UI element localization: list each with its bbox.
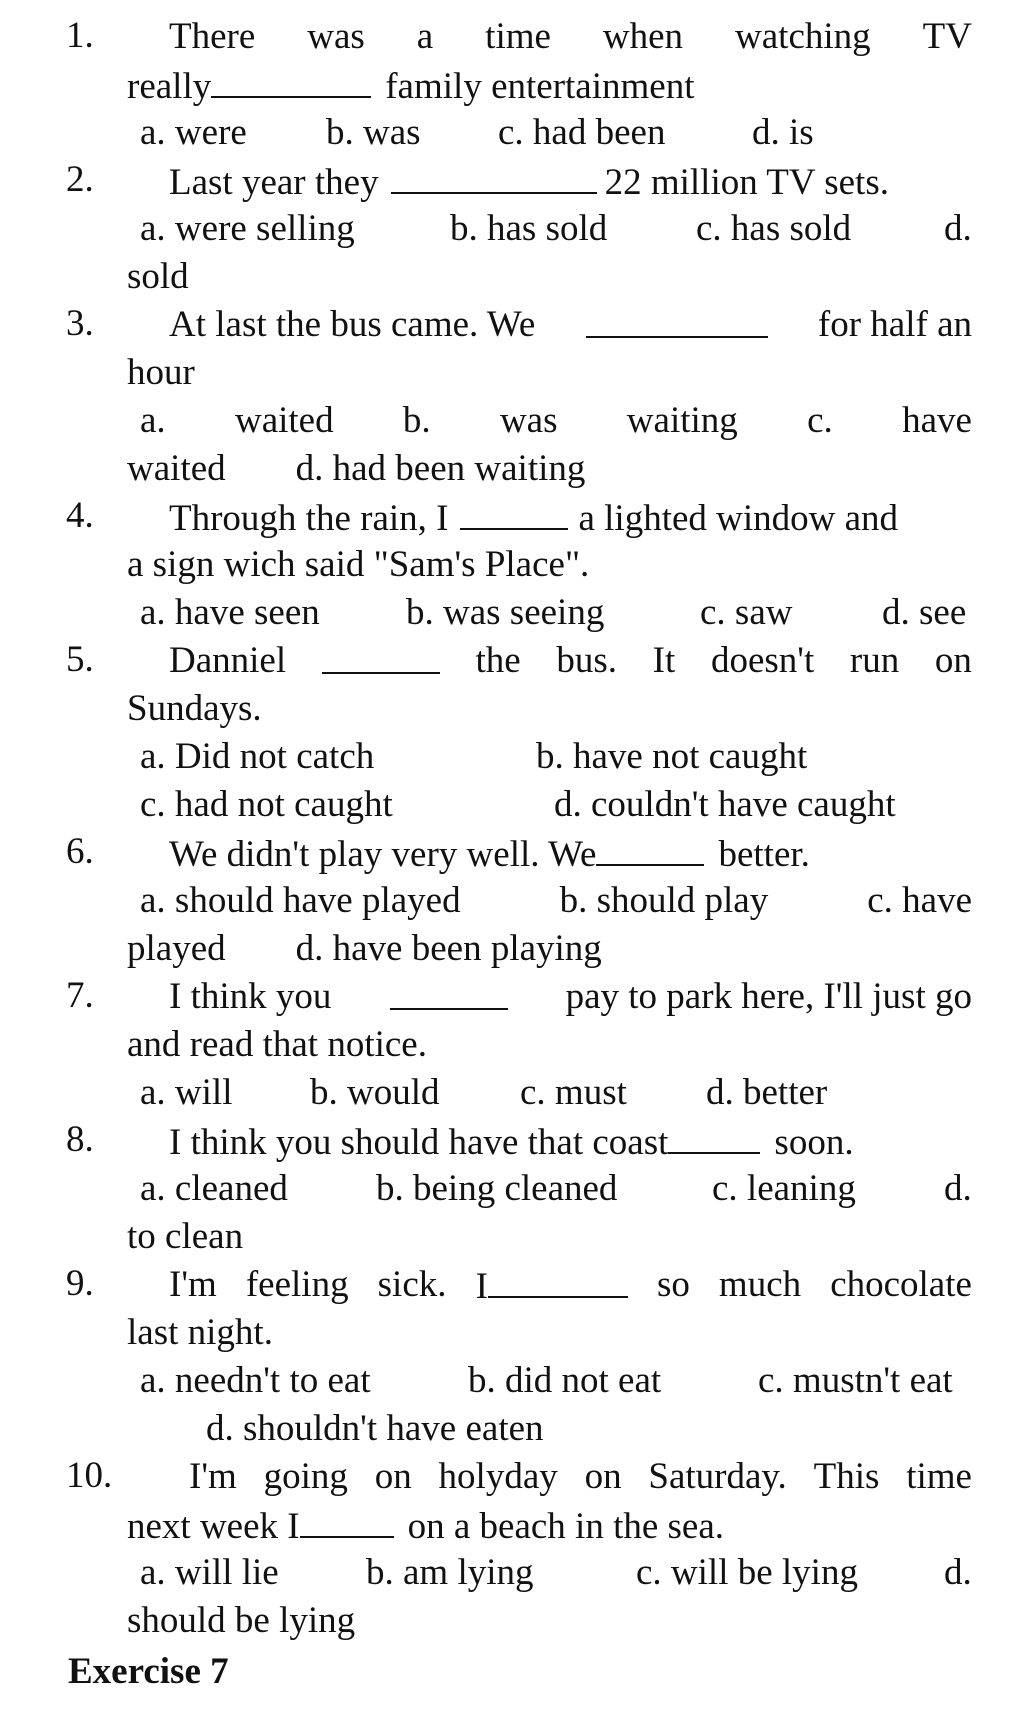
option[interactable]: d. shouldn't have eaten [206,1408,544,1449]
option[interactable]: b. [402,400,431,441]
q10-word: Saturday. [648,1456,787,1497]
option[interactable]: c. had not caught [140,784,393,825]
answer-blank[interactable] [586,302,768,338]
question-3-options [140,398,972,444]
question-9-number: 9. [66,1263,94,1304]
option-text[interactable]: played [127,928,226,969]
q4-text: a lighted window and [578,498,899,539]
q5-word: run [849,640,900,681]
question-1-number: 1. [66,15,94,56]
option[interactable]: c. saw [700,592,793,633]
question-6-options [140,878,972,924]
q5-word: on [934,640,972,681]
answer-blank[interactable] [460,494,568,530]
option[interactable]: a. will lie [140,1552,279,1593]
q2-text: Last year they [169,162,379,203]
question-3-continuation [127,446,972,492]
option[interactable]: a. have seen [140,592,320,633]
answer-blank[interactable] [300,1502,394,1538]
answer-blank[interactable] [211,62,371,98]
option[interactable]: was [499,400,558,441]
question-10-continuation: should be lying [127,1600,356,1641]
option[interactable]: a. should have played [140,880,461,921]
option[interactable]: a. [140,400,166,441]
q7-text: I think you [169,976,332,1017]
q10-word: This [813,1456,880,1497]
answer-blank[interactable] [596,830,704,866]
option[interactable]: waited [234,400,334,441]
question-2-line-1 [169,158,972,204]
q10-word: going [263,1456,348,1497]
q7-text: pay to park here, I'll just go [565,976,972,1017]
question-10-number: 10. [66,1455,113,1496]
answer-blank[interactable] [668,1118,760,1154]
option[interactable]: d. [944,1552,972,1593]
q2-text: 22 million TV sets. [604,162,889,203]
answer-blank[interactable] [390,974,508,1010]
option[interactable]: d. better [706,1072,828,1113]
q9-word: sick. [377,1264,447,1305]
q5-word: doesn't [710,640,815,681]
option[interactable]: b. being cleaned [376,1168,618,1209]
question-6-continuation [127,926,972,972]
q3-text: At last the bus came. We [169,304,536,345]
option[interactable]: b. am lying [366,1552,534,1593]
q10-word: holyday [438,1456,558,1497]
q9-word: I'm [169,1264,217,1305]
section-heading: Exercise 7 [68,1651,229,1692]
question-7-line-2: and read that notice. [127,1024,427,1065]
question-1-line-1 [169,14,972,60]
q10-word: I'm [189,1456,237,1497]
q10-text: next week I [127,1506,300,1547]
option[interactable]: d. see [882,592,967,633]
question-9-line-2: last night. [127,1312,273,1353]
question-8-line-1 [169,1118,972,1164]
option[interactable]: have [902,400,972,441]
answer-blank[interactable] [488,1262,628,1298]
q1-word: was [307,16,365,57]
q9-word: I [475,1266,488,1307]
question-4-line-2: a sign wich said "Sam's Place". [127,544,590,585]
q9-word: much [718,1264,802,1305]
option[interactable]: d. [944,1168,972,1209]
question-5-line-1 [169,638,972,684]
option[interactable]: d. have been playing [295,928,602,969]
question-6-number: 6. [66,831,94,872]
option[interactable]: c. [807,400,833,441]
q8-text: soon. [774,1122,854,1163]
question-7-number: 7. [66,975,94,1016]
option[interactable]: c. have [867,880,972,921]
option[interactable]: a. needn't to eat [140,1360,371,1401]
option[interactable]: a. were [140,112,247,153]
option[interactable]: a. will [140,1072,233,1113]
option[interactable]: b. was seeing [406,592,605,633]
q1-word: when [602,16,684,57]
q9-word: feeling [245,1264,349,1305]
option[interactable]: b. would [310,1072,440,1113]
option[interactable]: d. is [752,112,814,153]
option[interactable]: d. couldn't have caught [554,784,896,825]
question-8-continuation: to clean [127,1216,244,1257]
option[interactable]: c. leaning [712,1168,856,1209]
question-5-number: 5. [66,639,94,680]
q1-word: TV [922,16,972,57]
q10-word: on [374,1456,412,1497]
q10-word: on [584,1456,622,1497]
q5-word: Danniel [169,640,287,681]
option[interactable]: a. cleaned [140,1168,288,1209]
q1-word: time [485,16,551,57]
option[interactable]: b. have not caught [536,736,808,777]
q5-word: the [475,640,521,681]
question-4-line-1 [169,494,972,540]
question-2-continuation: sold [127,256,189,297]
question-3-number: 3. [66,303,94,344]
question-10-line-2 [127,1502,972,1548]
q5-word: bus. [556,640,617,681]
q10-text: on a beach in the sea. [407,1506,725,1547]
option[interactable]: b. has sold [450,208,608,249]
option[interactable]: b. was [326,112,421,153]
option[interactable]: c. has sold [696,208,852,249]
option[interactable]: d. had been waiting [295,448,586,489]
q1-word: watching [735,16,871,57]
option[interactable]: d. [944,208,972,249]
q1-word: There [169,16,256,57]
q9-word: chocolate [830,1264,972,1305]
q6-text: better. [718,834,810,875]
q1-word: a [416,16,434,57]
option[interactable]: a. Did not catch [140,736,375,777]
option[interactable]: c. will be lying [636,1552,858,1593]
option[interactable]: b. should play [559,880,769,921]
option[interactable]: b. did not eat [468,1360,662,1401]
question-9-line-1 [169,1262,972,1308]
question-3-line-1 [169,302,972,348]
option[interactable]: a. were selling [140,208,355,249]
question-1-line-2 [127,62,972,108]
option[interactable]: c. must [520,1072,627,1113]
question-8-number: 8. [66,1119,94,1160]
option[interactable]: c. mustn't eat [758,1360,953,1401]
question-2-number: 2. [66,159,94,200]
question-4-number: 4. [66,495,94,536]
q6-text: We didn't play very well. We [169,834,597,875]
option-text[interactable]: waited [127,448,226,489]
question-5-line-2: Sundays. [127,688,262,729]
option[interactable]: c. had been [498,112,666,153]
q10-word: time [906,1456,972,1497]
question-7-line-1 [169,974,972,1020]
question-10-line-1 [189,1454,972,1500]
q8-text: I think you should have that coast [169,1122,669,1163]
question-3-line-2: hour [127,352,195,393]
q5-word: It [652,640,676,681]
option[interactable]: waiting [626,400,738,441]
answer-blank[interactable] [391,158,597,194]
q9-word: so [656,1264,690,1305]
q1-text: really [127,66,212,107]
answer-blank[interactable] [322,638,440,674]
q4-text: Through the rain, I [169,498,449,539]
question-6-line-1 [169,830,972,876]
q1-text: family entertainment [385,66,695,107]
q3-text: for half an [817,304,972,345]
